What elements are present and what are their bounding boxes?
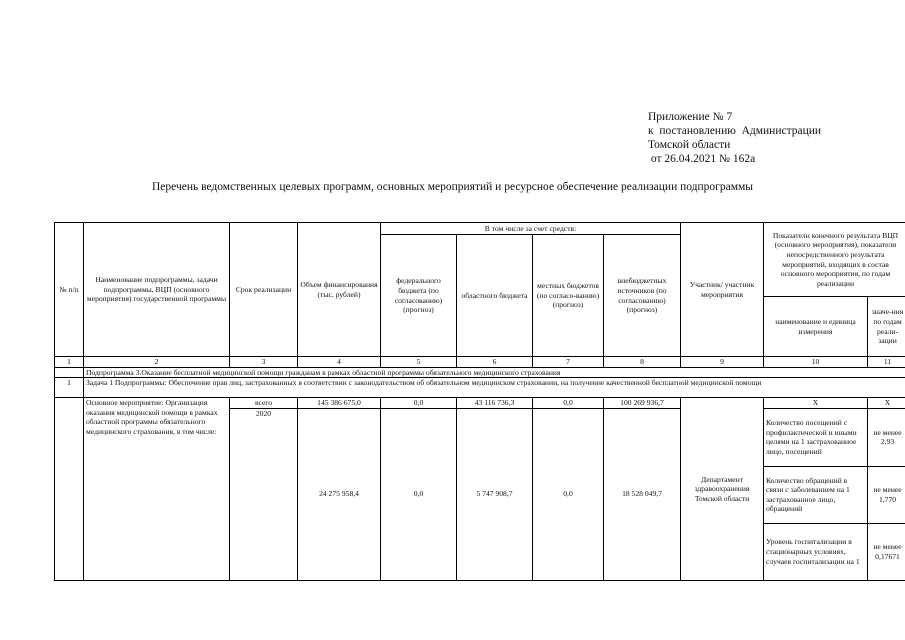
column-number: 9 (681, 357, 764, 368)
subprogram-title: Подпрограмма 3.Оказание бесплатной медицинской помощи гражданам в рамках областной программы обязательного медицинского страхования (84, 367, 905, 378)
volume-total: 145 386 675,0 (298, 398, 381, 409)
header-number: № п/п (55, 223, 84, 357)
header-name: Наименование подпрограммы, задачи подпрограммы, ВЦП (основного мероприятия) государственной программы (84, 223, 230, 357)
local-total: 0,0 (533, 398, 604, 409)
indicator-name-total: Х (764, 398, 868, 409)
extra-2020: 18 528 049,7 (604, 408, 681, 580)
participant: Департамент здравоохранения Томской области (681, 398, 764, 581)
header-local: местных бюджетов (по согласо-ванию) (прогноз) (533, 235, 604, 357)
regional-2020: 5 747 908,7 (457, 408, 533, 580)
volume-2020: 24 275 958,4 (298, 408, 381, 580)
column-number: 7 (533, 357, 604, 368)
column-number: 6 (457, 357, 533, 368)
main-event-name: Основное мероприятие: Организация оказания медицинской помощи в рамках областной программы обязательного медицинского страхования, в том числе: (84, 398, 230, 581)
indicator-value-total: Х (868, 398, 905, 409)
term-total: всего (230, 398, 298, 409)
program-table (54, 222, 905, 581)
indicator-value: не менее 1,770 (868, 466, 905, 523)
indicator-value: не менее 0,17671 (868, 523, 905, 580)
federal-2020: 0,0 (381, 408, 457, 580)
task-number: 1 (55, 378, 84, 398)
column-number: 5 (381, 357, 457, 368)
indicator-value: не менее 2,93 (868, 408, 905, 466)
column-number: 10 (764, 357, 868, 368)
header-extra: внебюджетных источников (по согласованию) (прогноз) (604, 235, 681, 357)
document-title: Перечень ведомственных целевых программ, основных мероприятий и ресурсное обеспечение реализации подпрограммы (151, 181, 754, 193)
header-indicator-name: наименование и единица измерения (764, 297, 868, 357)
federal-total: 0,0 (381, 398, 457, 409)
header-federal: федерального бюджета (по согласованию) (прогноз) (381, 235, 457, 357)
column-number: 1 (55, 357, 84, 368)
indicator-name: Количество посещений с профилактической и иными целями на 1 застрахованное лицо, посещений (764, 408, 868, 466)
header-indicator-value: значе-ния по годам реали-зации (868, 297, 905, 357)
column-number: 8 (604, 357, 681, 368)
term-2020: 2020 (230, 408, 298, 580)
extra-total: 100 269 936,7 (604, 398, 681, 409)
appendix-line: Приложение № 7 (648, 111, 733, 123)
header-term: Срок реализации (230, 223, 298, 357)
header-volume: Объем финансирования (тыс. рублей) (298, 223, 381, 357)
indicator-name: Уровень госпитализации в стационарных условиях, случаев госпитализации на 1 (764, 523, 868, 580)
appendix-line: от 26.04.2021 № 162а (648, 153, 756, 165)
appendix-line: Томской области (648, 139, 731, 151)
header-including: В том числе за счет средств: (381, 223, 681, 235)
appendix-line: к постановлению Администрации (648, 125, 822, 137)
column-number: 4 (298, 357, 381, 368)
column-number: 3 (230, 357, 298, 368)
column-number: 2 (84, 357, 230, 368)
header-participant: Участник/ участник мероприятия (681, 223, 764, 357)
column-number: 11 (868, 357, 905, 368)
header-regional: областного бюджета (457, 235, 533, 357)
header-indicators: Показатели конечного результата ВЦП (основного мероприятия), показатели непосредственного результата мероприятий, входящих в состав основного мероприятия, по годам реализации (764, 223, 905, 297)
appendix-block (648, 110, 821, 166)
indicator-name: Количество обращений в связи с заболеванием на 1 застрахованное лицо, обращений (764, 466, 868, 523)
regional-total: 43 116 736,3 (457, 398, 533, 409)
local-2020: 0,0 (533, 408, 604, 580)
task-text: Задача 1 Подпрограммы: Обеспечение прав лиц, застрахованных в соответствии с законодательством об обязательном медицинском страховании, на получение качественной бесплатной медицинской помощи (84, 378, 905, 398)
